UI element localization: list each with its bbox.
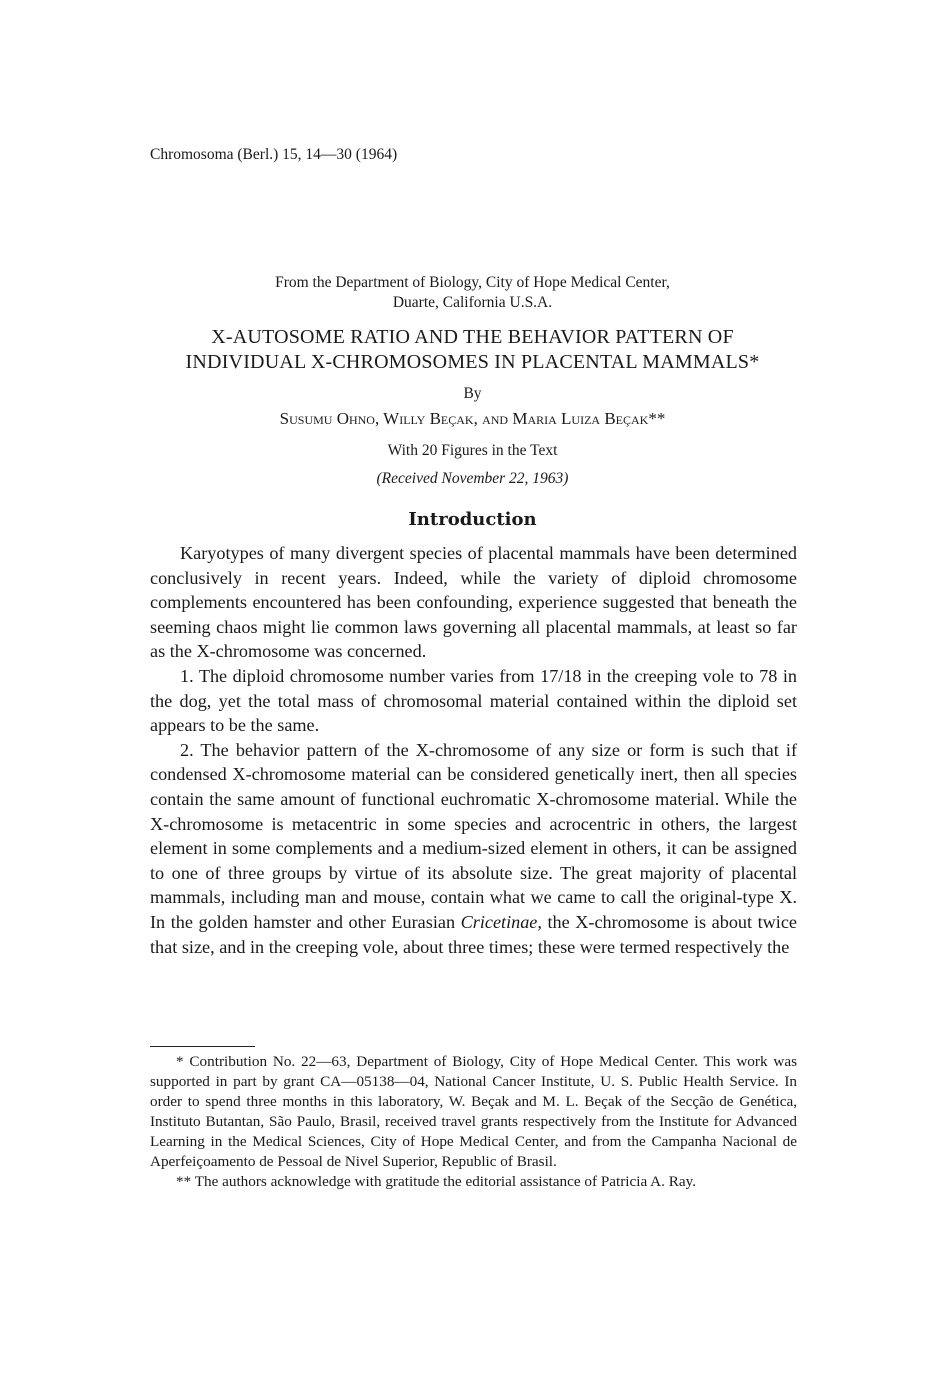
- footnote-2: ** The authors acknowledge with gratitude the editorial assistance of Patricia A. Ray.: [176, 1173, 697, 1190]
- title-line-2: INDIVIDUAL X-CHROMOSOMES IN PLACENTAL MAMMALS*: [185, 351, 760, 373]
- affiliation: [150, 273, 795, 313]
- paragraph-3-italic-term: Cricetinae,: [460, 911, 542, 932]
- footnote-1: * Contribution No. 22—63, Department of Biology, City of Hope Medical Center. This work was supported in part by grant CA—05138—04, National Cancer Institute, U. S. Public Health Service. In order to spend three months in this laboratory, W. Beçak and M. L. Beçak of the Secção de Genética, Instituto Butantan, São Paulo, Brasil, received travel grants respectively from the Institute for Advanced Learning in the Medical Sciences, City of Hope Medical Center, and from the Campanha Nacional de Aperfeiçoamento de Pessoal de Nivel Superior, Republic of Brasil.: [150, 1053, 797, 1170]
- by-label: By: [463, 385, 482, 402]
- section-heading: Introduction: [408, 509, 537, 530]
- authors: Susumu Ohno, Willy Beçak, and Maria Luiza Beçak**: [279, 409, 666, 428]
- footnotes: [150, 1052, 797, 1192]
- title-line-1: X-AUTOSOME RATIO AND THE BEHAVIOR PATTERN OF: [211, 326, 734, 348]
- paper-title: [150, 325, 795, 375]
- figures-note: With 20 Figures in the Text: [387, 442, 558, 459]
- body-text: [150, 541, 797, 959]
- journal-reference: Chromosoma (Berl.) 15, 14—30 (1964): [150, 146, 398, 163]
- paragraph-3: [150, 738, 797, 959]
- affiliation-line-2: Duarte, California U.S.A.: [392, 294, 553, 311]
- paragraph-1: Karyotypes of many divergent species of placental mammals have been determined conclusively in recent years. Indeed, while the variety of diploid chromosome complements encountered has been confounding, experience suggested that beneath the seeming chaos might lie common laws governing all placental mammals, at least so far as the X-chromosome was concerned.: [150, 543, 797, 662]
- paragraph-2: 1. The diploid chromosome number varies from 17/18 in the creeping vole to 78 in the dog, yet the total mass of chromosomal material contained within the diploid set appears to be the same.: [150, 665, 797, 736]
- affiliation-line-1: From the Department of Biology, City of Hope Medical Center,: [275, 274, 670, 291]
- paragraph-3-tail: the X-chromosome is about twice that size, and in the creeping vole, about three times; these were termed respectively the: [150, 911, 798, 957]
- paragraph-3-text: 2. The behavior pattern of the X-chromosome of any size or form is such that if condensed X-chromosome material can be considered genetically inert, then all species contain the same amount of functional euchromatic X-chromosome material. While the X-chromosome is metacentric in some species and acrocentric in others, the largest element in some complements and a medium-sized element in others, it can be assigned to one of three groups by virtue of its absolute size. The great majority of placental mammals, including man and mouse, contain what we came to call the original-type X. In the golden hamster and other Eurasian: [150, 739, 797, 932]
- footnote-divider: [150, 1046, 255, 1047]
- received-date: (Received November 22, 1963): [376, 470, 569, 487]
